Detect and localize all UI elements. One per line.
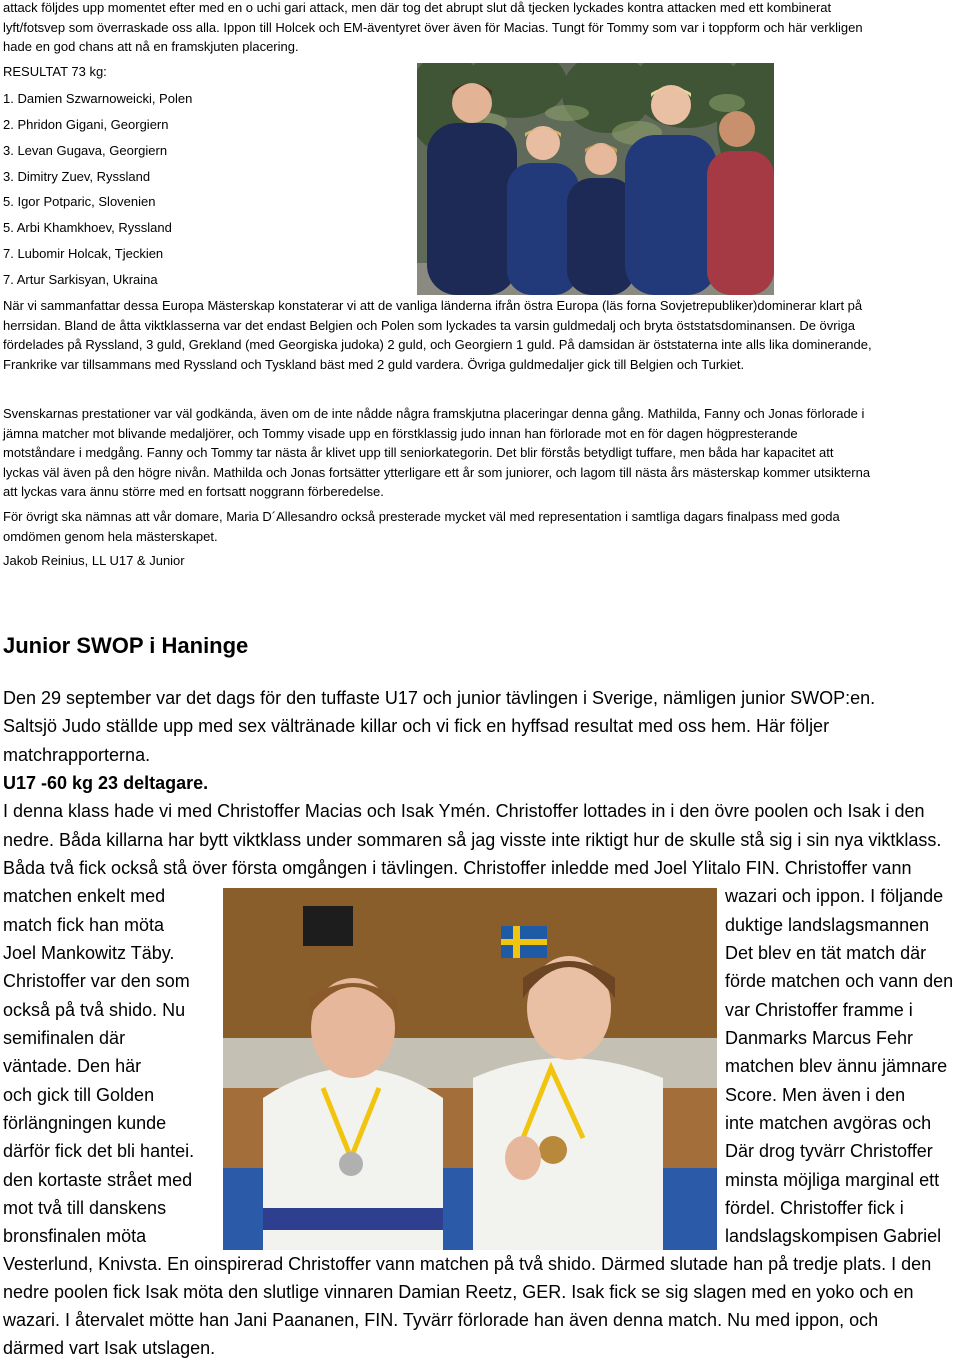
section-title: Junior SWOP i Haninge [3,633,249,658]
text-line: jämna matcher mot blivande medaljörer, och Tommy visade upp en förstklassig judo innan han förlorade mot en för dagen högpresterande [3,425,798,441]
result-item: 5. Arbi Khamkhoev, Ryssland [3,220,172,235]
text-line: Svenskarnas prestationer var väl godkända, även om de inte nådde några framskjutna placeringar denna gång. Mathilda, Fanny och Jonas förlorade i [3,406,865,421]
text-line: För övrigt ska nämnas att vår domare, Maria D´Allesandro också presterade mycket väl med representation i samtliga dagars finalpass med goda [3,509,840,524]
text-line: matchrapporterna. [3,745,151,765]
text-line: motståndare i medgång. Fanny och Tommy tar nästa år klivet upp till seniorkategorin. Det blir förstås betydligt tuffare, men båda har kapacitet att [3,445,834,460]
text-line: därför fick det bli hantei. [3,1141,195,1161]
result-item: 7. Artur Sarkisyan, Ukraina [3,272,158,287]
result-item: 3. Levan Gugava, Georgiern [3,143,168,158]
u17-heading: U17 -60 kg 23 deltagare. [3,773,209,793]
text-line: lyckas väl även på den högre nivån. Mathilda och Jonas fortsätter ytterligare ett år som juniorer, och lagom till nästa års mästerskap kommer utsikterna [3,464,871,480]
text-line: Vesterlund, Knivsta. En oinspirerad Christoffer vann matchen på två shido. Därmed slutade han på tredje plats. I den [3,1254,932,1274]
performance-paragraph [3,404,870,502]
results-heading: RESULTAT 73 kg: [3,64,107,79]
text-line: också på två shido. Nu [3,1000,186,1020]
text-line: väntade. Den här [3,1056,142,1076]
text-line: När vi sammanfattar dessa Europa Mästerskap konstaterar vi att de vanliga länderna ifrån östra Europa (läs forna Sovjetrepubliker)dominerar klart på [3,298,863,313]
text-line: minsta möjliga marginal ett [725,1170,940,1190]
text-line: matchen blev ännu jämnare [725,1056,948,1076]
result-item: 2. Phridon Gigani, Georgiern [3,117,169,132]
text-line: attack följdes upp momentet efter med en o uchi gari attack, men där tog det abrupt slut då tjecken lyckades kontra attacken med ett kombinerat [3,0,832,15]
team-photo [417,63,774,295]
result-item: 1. Damien Szwarnoweicki, Polen [3,91,193,106]
text-line: förlängningen kunde [3,1113,167,1133]
text-line: Joel Mankowitz Täby. [3,943,175,963]
text-line: den kortaste strået med [3,1170,193,1190]
text-line: fördelades på Ryssland, 3 guld, Grekland (med Georgiska judoka) 2 guld, och Georgiern 1 guld. På damsidan är öststaterna inte alls lika dominerande, [3,337,872,352]
text-line: mot två till danskens [3,1198,167,1218]
text-line: Den 29 september var det dags för den tuffaste U17 och junior tävlingen i Sverige, nämligen junior SWOP:en. [3,688,876,708]
result-item: 5. Igor Potparic, Slovenien [3,194,156,209]
text-line: semifinalen där [3,1028,126,1048]
text-line: Frankrike var tillsammans med Ryssland och Tyskland bäst med 2 guld vardera. Övriga guldmedaljer gick till Belgien och Turkiet. [3,356,745,372]
result-item: 3. Dimitry Zuev, Ryssland [3,169,151,184]
text-line: hade en god chans att nå en framskjuten placering. [3,39,299,54]
text-line: fördel. Christoffer fick i [725,1198,904,1218]
text-line: att lyckas vara ännu större med en fortsatt noggrann förberedelse. [3,484,384,499]
text-line: wazari. I återvalet mötte han Jani Paananen, FIN. Tyvärr förlorade han även denna match. Nu med ippon, och [3,1310,879,1330]
summary-paragraph [3,296,872,374]
text-line: Det blev en tät match där [725,943,927,963]
text-line: I denna klass hade vi med Christoffer Macias och Isak Ymén. Christoffer lottades in i den övre poolen och Isak i den [3,801,925,821]
text-line: inte matchen avgöras och [725,1113,932,1133]
text-line: matchen enkelt med [3,886,166,906]
text-line: match fick han möta [3,915,165,935]
text-line: Saltsjö Judo ställde upp med sex vältränade killar och vi fick en hyffsad resultat med oss hem. Här följer [3,716,830,736]
text-line: wazari och ippon. I följande [725,886,944,906]
referee-paragraph [3,507,840,546]
medal-photo [223,888,717,1250]
text-line: lyft/fotsvep som överraskade oss alla. Ippon till Holcek och EM-äventyret över även för Macias. Tungt för Tommy som var i toppform och här verkligen [3,19,863,35]
text-line: nedre. Båda killarna har bytt viktklass under sommaren så jag visste inte riktigt hur de skulle stå sig i sin nya viktklass. [3,830,942,850]
text-line: var Christoffer framme i [725,1000,913,1020]
text-line: herrsidan. Bland de åtta viktklasserna var det endast Belgien och Polen som lyckades ta varsin guldmedalj och bryta öststatsdominansen. De övriga [3,317,855,333]
text-line: Score. Men även i den [725,1085,906,1105]
text-line: nedre poolen fick Isak möta den slutlige vinnaren Damian Reetz, GER. Isak fick se sig slagen med en yoko och en [3,1282,914,1302]
text-line: Där drog tyvärr Christoffer [725,1141,933,1161]
text-line: Christoffer var den som [3,971,190,991]
text-line: landslagskompisen Gabriel [725,1226,942,1246]
text-line: därmed vart Isak utslagen. [3,1338,216,1358]
text-line: Danmarks Marcus Fehr [725,1028,914,1048]
intro-paragraph [3,0,863,57]
text-line: förde matchen och vann den [725,971,954,991]
result-item: 7. Lubomir Holcak, Tjeckien [3,246,164,261]
signature: Jakob Reinius, LL U17 & Junior [3,553,185,568]
text-line: bronsfinalen möta [3,1226,147,1246]
text-line: och gick till Golden [3,1085,155,1105]
text-line: omdömen genom hela mästerskapet. [3,528,218,544]
text-line: duktige landslagsmannen [725,915,930,935]
text-line: Båda två fick också stå över första omgången i tävlingen. Christoffer inledde med Joel Ylitalo FIN. Christoffer vann [3,858,912,878]
